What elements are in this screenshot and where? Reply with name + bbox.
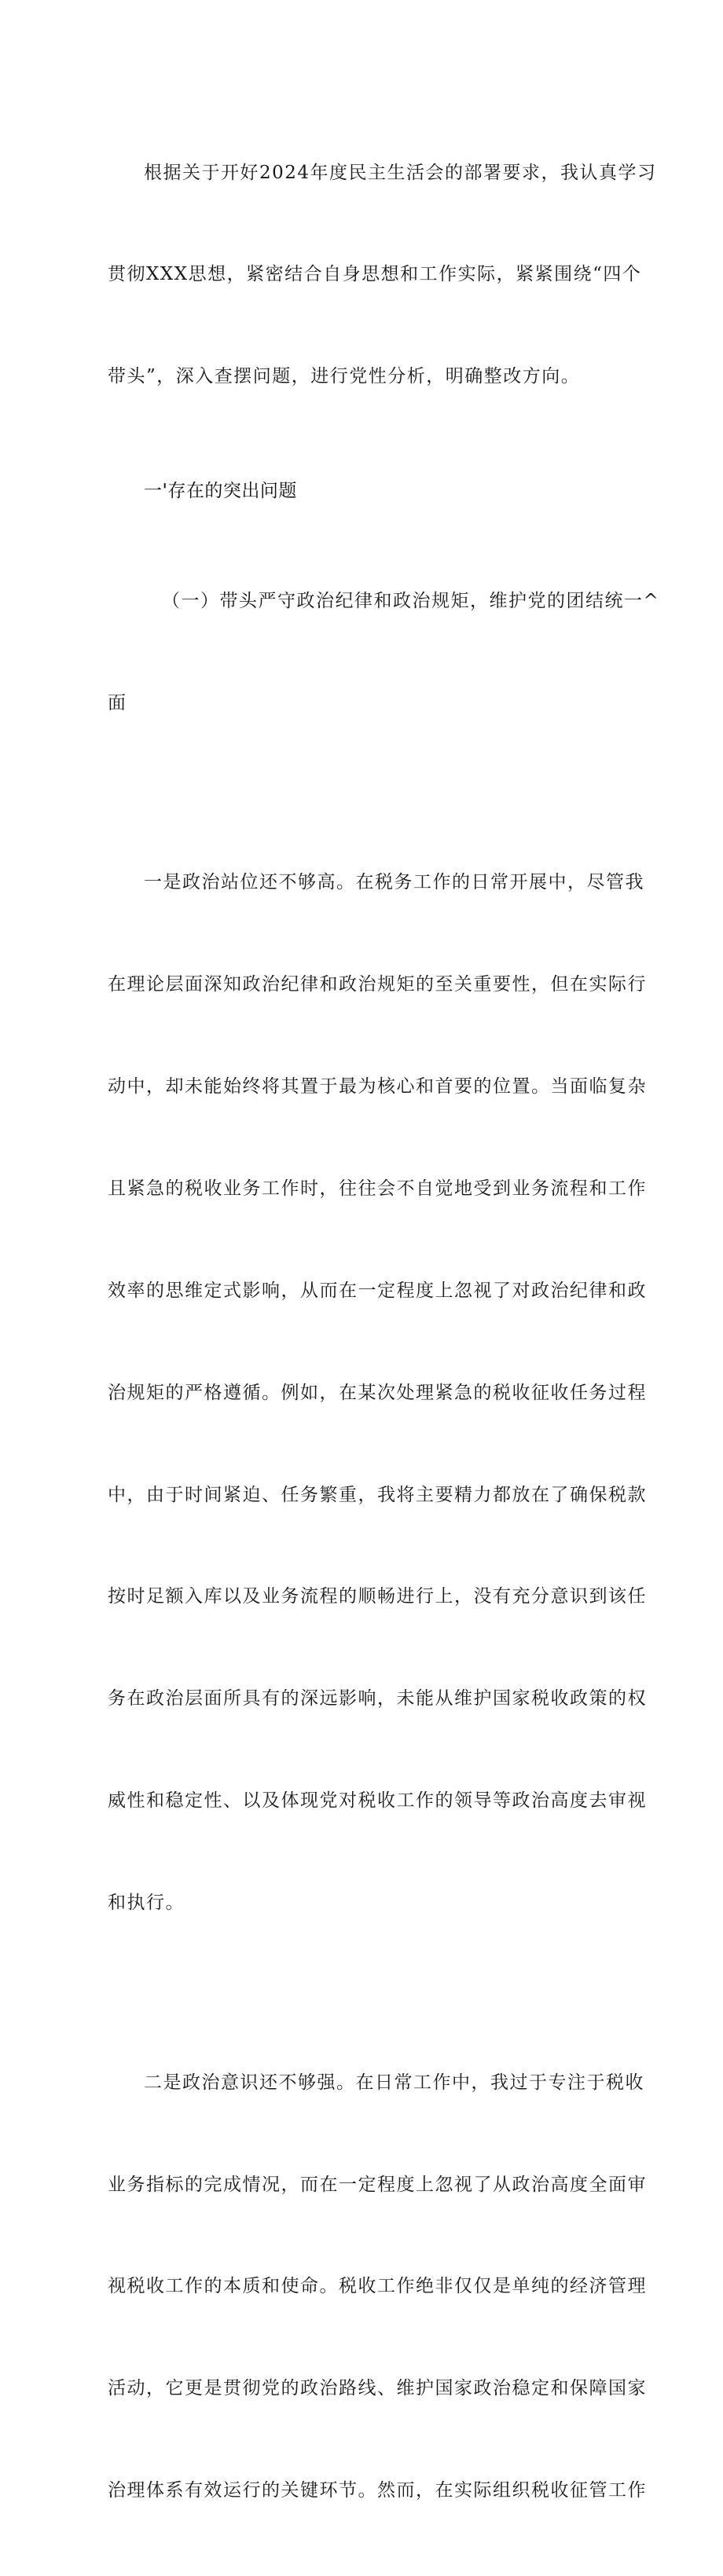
paragraph-line: 视税收工作的本质和使命。税收工作绝非仅仅是单纯的经济管理	[108, 2276, 647, 2297]
paragraph-line: 一是政治站位还不够高。在税务工作的日常开展中，尽管我	[144, 872, 644, 893]
paragraph-line: 活动，它更是贯彻党的政治路线、维护国家政治稳定和保障国家	[108, 2378, 647, 2399]
paragraph-line: 威性和稳定性、以及体现党对税收工作的领导等政治高度去审视	[108, 1790, 647, 1812]
paragraph-line: 中，由于时间紧迫、任务繁重，我将主要精力都放在了确保税款	[108, 1484, 647, 1505]
paragraph-line: 务在政治层面所具有的深远影响，未能从维护国家税收政策的权	[108, 1688, 647, 1709]
paragraph-line: 动中，却未能始终将其置于最为核心和首要的位置。当面临复杂	[108, 1076, 647, 1097]
paragraph-line: 且紧急的税收业务工作时，往往会不自觉地受到业务流程和工作	[108, 1178, 647, 1199]
paragraph-line: 业务指标的完成情况，而在一定程度上忽视了从政治高度全面审	[108, 2174, 647, 2195]
paragraph-political-awareness	[108, 1998, 647, 2576]
subsection-heading-line: 面	[108, 692, 127, 713]
paragraph-line: 二是政治意识还不够强。在日常工作中，我过于专注于税收	[144, 2072, 644, 2093]
paragraph-political-stance	[108, 798, 647, 1988]
paragraph-line: 治规矩的严格遵循。例如，在某次处理紧急的税收征收任务过程	[108, 1382, 647, 1403]
section-heading: 一'存在的突出问题	[144, 481, 297, 502]
intro-line: 根据关于开好2024年度民主生活会的部署要求，我认真学习	[144, 162, 657, 183]
paragraph-line: 和执行。	[108, 1893, 185, 1914]
paragraph-line: 治理体系有效运行的关键环节。然而，在实际组织税收征管工作	[108, 2480, 647, 2501]
intro-line: 带头”，深入查摆问题，进行党性分析，明确整改方向。	[108, 366, 581, 387]
intro-paragraph	[108, 88, 657, 462]
paragraph-line: 按时足额入库以及业务流程的顺畅进行上，没有充分意识到该任	[108, 1586, 647, 1607]
intro-line: 贯彻XXX思想，紧密结合自身思想和工作实际，紧紧围绕“四个	[108, 264, 642, 285]
paragraph-line: 在理论层面深知政治纪律和政治规矩的至关重要性，但在实际行	[108, 974, 647, 995]
paragraph-line: 效率的思维定式影响，从而在一定程度上忽视了对政治纪律和政	[108, 1280, 647, 1301]
document-body	[108, 88, 660, 2576]
subsection-heading-line: （一）带头严守政治纪律和政治规矩，维护党的团结统一^	[162, 590, 660, 611]
subsection-heading	[108, 516, 660, 788]
